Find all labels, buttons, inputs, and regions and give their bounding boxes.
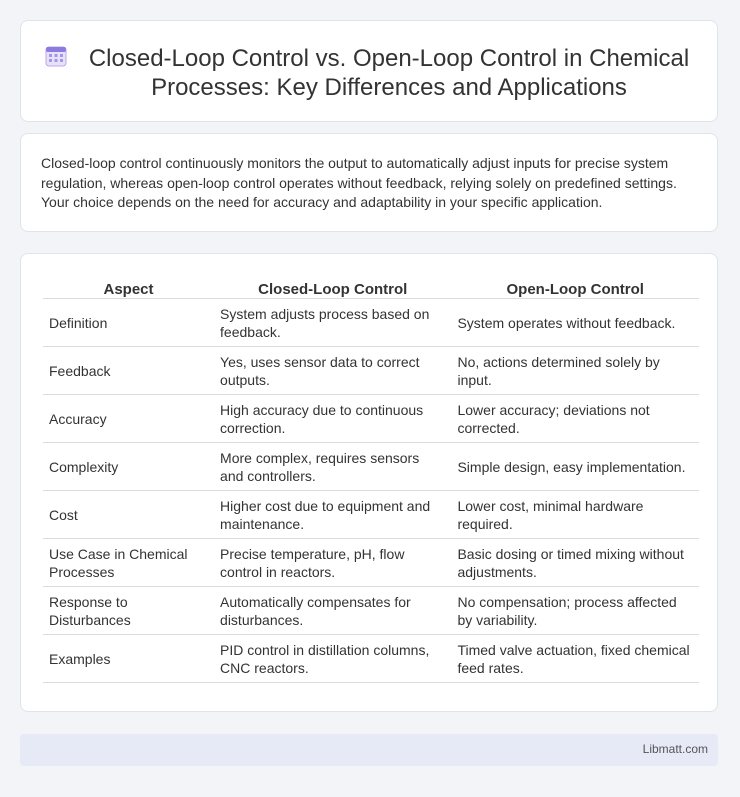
aspect-cell: Use Case in Chemical Processes — [43, 539, 214, 587]
table-row — [43, 347, 699, 395]
closed-loop-cell: Precise temperature, pH, flow control in reactors. — [214, 539, 451, 587]
column-header-aspect: Aspect — [43, 276, 214, 299]
table-header-row — [43, 276, 699, 299]
footer — [20, 734, 718, 766]
comparison-table — [43, 276, 699, 683]
summary-card — [20, 133, 718, 232]
column-header-closed-loop: Closed-Loop Control — [214, 276, 451, 299]
open-loop-cell: Simple design, easy implementation. — [451, 443, 699, 491]
aspect-cell: Response to Disturbances — [43, 587, 214, 635]
open-loop-cell: No, actions determined solely by input. — [451, 347, 699, 395]
open-loop-cell: No compensation; process affected by variability. — [451, 587, 699, 635]
open-loop-cell: Lower cost, minimal hardware required. — [451, 491, 699, 539]
aspect-cell: Definition — [43, 299, 214, 347]
aspect-cell: Feedback — [43, 347, 214, 395]
closed-loop-cell: High accuracy due to continuous correction. — [214, 395, 451, 443]
title-card — [20, 20, 718, 122]
open-loop-cell: System operates without feedback. — [451, 299, 699, 347]
table-row — [43, 635, 699, 683]
closed-loop-cell: System adjusts process based on feedback. — [214, 299, 451, 347]
comparison-table-card — [20, 253, 718, 712]
table-row — [43, 539, 699, 587]
table-row — [43, 443, 699, 491]
open-loop-cell: Timed valve actuation, fixed chemical feed rates. — [451, 635, 699, 683]
closed-loop-cell: Higher cost due to equipment and maintenance. — [214, 491, 451, 539]
aspect-cell: Cost — [43, 491, 214, 539]
aspect-cell: Complexity — [43, 443, 214, 491]
summary-text: Closed-loop control continuously monitors the output to automatically adjust inputs for precise system regulation, whereas open-loop control operates without feedback, relying solely on predefined settings. Your choice depends on the need for accuracy and adaptability in your specific application. — [41, 155, 677, 210]
table-row — [43, 491, 699, 539]
closed-loop-cell: Yes, uses sensor data to correct outputs. — [214, 347, 451, 395]
closed-loop-cell: PID control in distillation columns, CNC reactors. — [214, 635, 451, 683]
open-loop-cell: Lower accuracy; deviations not corrected. — [451, 395, 699, 443]
page-title: Closed-Loop Control vs. Open-Loop Control in Chemical Processes: Key Differences and Applications — [88, 45, 690, 101]
closed-loop-cell: Automatically compensates for disturbances. — [214, 587, 451, 635]
table-row — [43, 395, 699, 443]
table-row — [43, 299, 699, 347]
column-header-open-loop: Open-Loop Control — [451, 276, 699, 299]
open-loop-cell: Basic dosing or timed mixing without adjustments. — [451, 539, 699, 587]
aspect-cell: Examples — [43, 635, 214, 683]
closed-loop-cell: More complex, requires sensors and controllers. — [214, 443, 451, 491]
aspect-cell: Accuracy — [43, 395, 214, 443]
table-row — [43, 587, 699, 635]
footer-brand-link[interactable]: Libmatt.com — [642, 742, 708, 756]
